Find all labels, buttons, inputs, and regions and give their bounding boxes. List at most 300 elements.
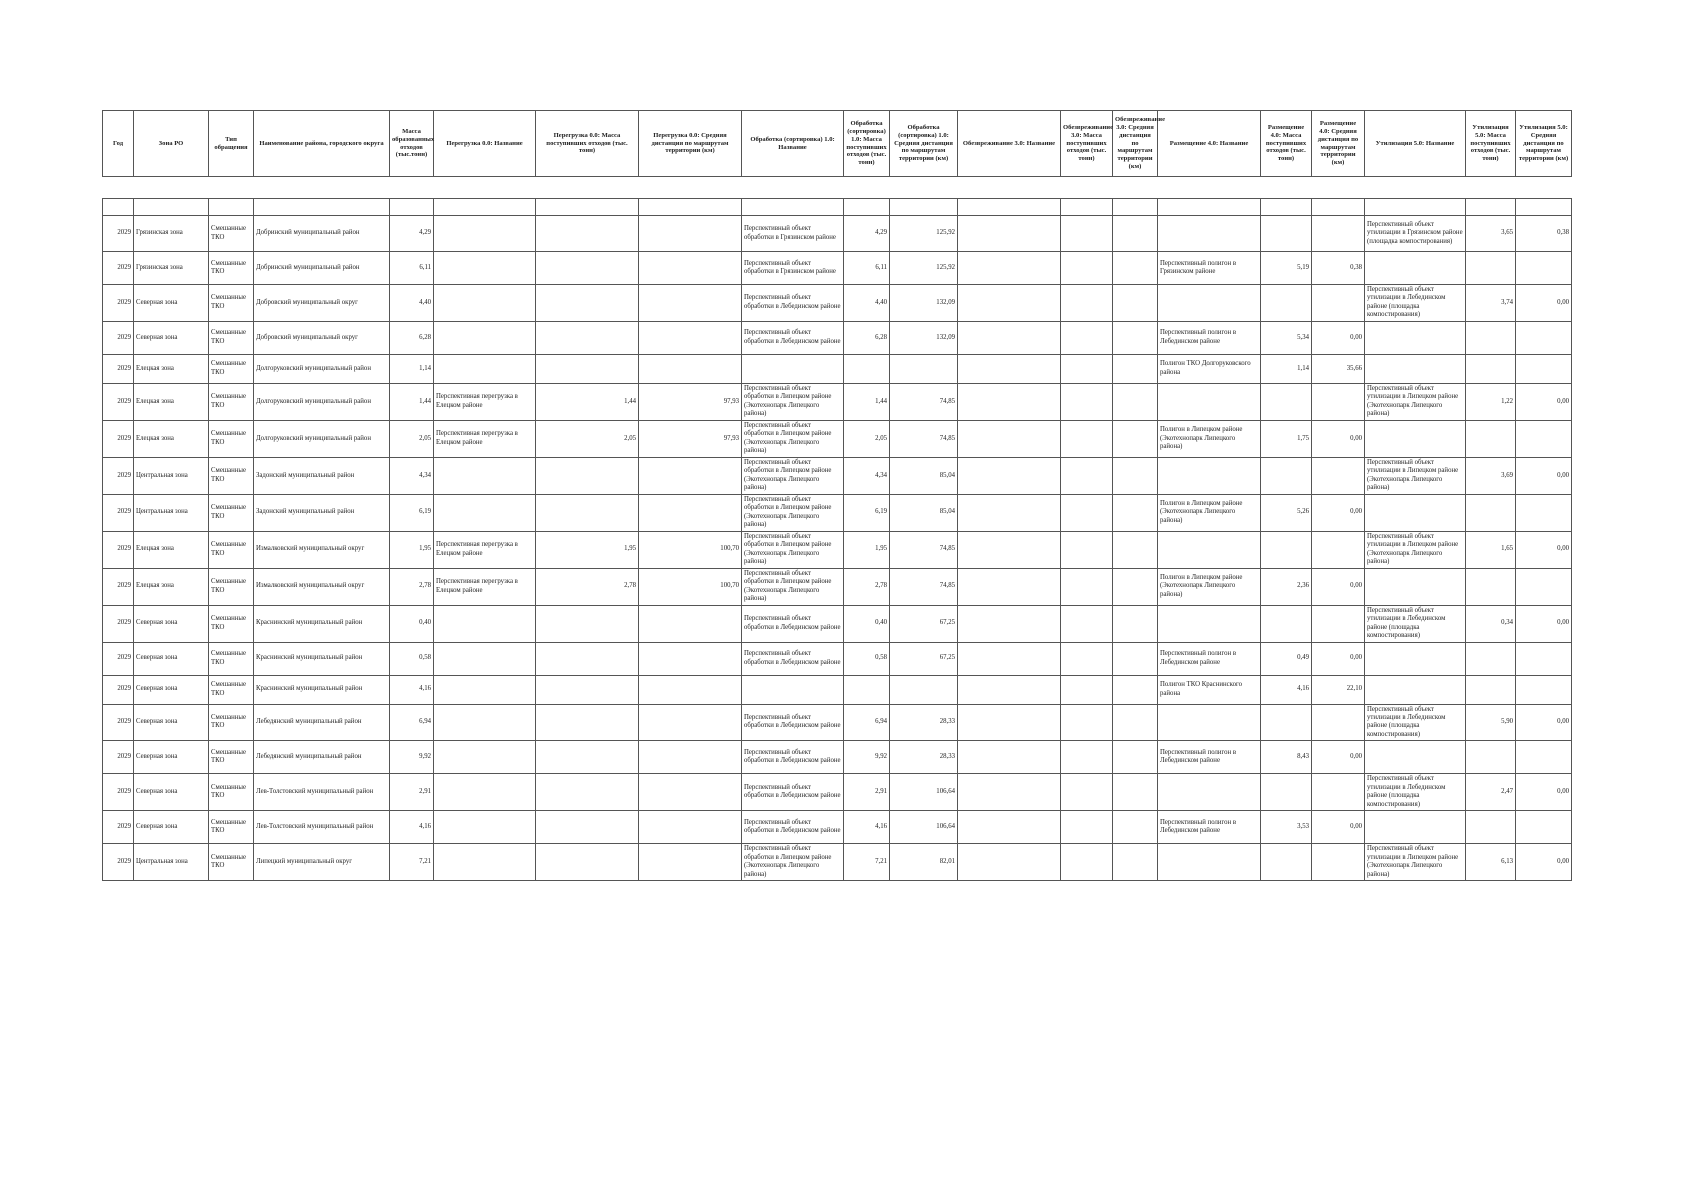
- cell-neutralization-name: [958, 741, 1061, 774]
- cell-district: Долгоруковский муниципальный район: [254, 354, 390, 383]
- cell-utilization-mass: 3,69: [1466, 457, 1516, 494]
- cell-placement-name: Полигон в Липецком районе (Экотехнопарк Липецкого района): [1158, 420, 1261, 457]
- cell-transfer-name: [434, 216, 536, 252]
- cell-district: Лебедянский муниципальный район: [254, 704, 390, 741]
- cell-year: 2029: [103, 252, 134, 285]
- cell-type: Смешанные ТКО: [209, 642, 254, 675]
- cell-placement-mass: 1,75: [1261, 420, 1312, 457]
- cell-neutralization-mass: [1061, 321, 1113, 354]
- cell-transfer-distance: [639, 252, 742, 285]
- cell-neutralization-distance: [1113, 216, 1158, 252]
- cell-mass: 4,16: [390, 811, 434, 844]
- column-header: Обработка (сортировка) 1.0: Название: [742, 111, 844, 177]
- cell-processing-mass: 4,34: [844, 457, 890, 494]
- column-header: Размещение 4.0: Название: [1158, 111, 1261, 177]
- cell-neutralization-mass: [1061, 420, 1113, 457]
- cell-neutralization-distance: [1113, 457, 1158, 494]
- cell-zone: Северная зона: [134, 285, 209, 322]
- cell-processing-name: Перспективный объект обработки в Липецком районе (Экотехнопарк Липецкого района): [742, 568, 844, 605]
- column-header: Утилизация 5.0: Название: [1365, 111, 1466, 177]
- cell-transfer-distance: [639, 704, 742, 741]
- cell-utilization-name: Перспективный объект утилизации в Липецком районе (Экотехнопарк Липецкого района): [1365, 457, 1466, 494]
- table-cell: [536, 199, 639, 216]
- cell-type: Смешанные ТКО: [209, 568, 254, 605]
- cell-utilization-name: [1365, 811, 1466, 844]
- cell-processing-mass: 2,91: [844, 774, 890, 811]
- cell-transfer-mass: [536, 354, 639, 383]
- cell-placement-distance: 22,10: [1312, 675, 1365, 704]
- cell-utilization-name: [1365, 252, 1466, 285]
- cell-mass: 6,94: [390, 704, 434, 741]
- cell-utilization-name: [1365, 321, 1466, 354]
- cell-mass: 4,34: [390, 457, 434, 494]
- table-row: [103, 675, 1572, 704]
- cell-transfer-name: [434, 354, 536, 383]
- cell-processing-mass: 6,94: [844, 704, 890, 741]
- cell-neutralization-name: [958, 216, 1061, 252]
- cell-mass: 4,16: [390, 675, 434, 704]
- cell-district: Краснинский муниципальный район: [254, 675, 390, 704]
- cell-neutralization-mass: [1061, 457, 1113, 494]
- table-cell: [209, 199, 254, 216]
- cell-neutralization-mass: [1061, 605, 1113, 642]
- cell-processing-name: Перспективный объект обработки в Лебединском районе: [742, 774, 844, 811]
- cell-processing-mass: [844, 675, 890, 704]
- cell-utilization-mass: [1466, 420, 1516, 457]
- cell-mass: 1,44: [390, 383, 434, 420]
- cell-utilization-mass: 3,74: [1466, 285, 1516, 322]
- column-header: Перегрузка 0.0: Название: [434, 111, 536, 177]
- cell-placement-name: Полигон ТКО Долгоруковского района: [1158, 354, 1261, 383]
- cell-placement-name: [1158, 531, 1261, 568]
- cell-transfer-mass: [536, 774, 639, 811]
- cell-transfer-distance: [639, 605, 742, 642]
- cell-utilization-distance: [1516, 811, 1572, 844]
- cell-type: Смешанные ТКО: [209, 704, 254, 741]
- cell-utilization-mass: 0,34: [1466, 605, 1516, 642]
- cell-zone: Северная зона: [134, 321, 209, 354]
- cell-mass: 2,05: [390, 420, 434, 457]
- cell-processing-mass: 2,78: [844, 568, 890, 605]
- table-row: [103, 642, 1572, 675]
- cell-year: 2029: [103, 844, 134, 881]
- cell-transfer-mass: 2,78: [536, 568, 639, 605]
- cell-processing-mass: 6,19: [844, 494, 890, 531]
- cell-processing-distance: 106,64: [890, 774, 958, 811]
- cell-district: Липецкий муниципальный округ: [254, 844, 390, 881]
- cell-utilization-distance: [1516, 642, 1572, 675]
- cell-processing-mass: 9,92: [844, 741, 890, 774]
- cell-placement-mass: [1261, 216, 1312, 252]
- cell-neutralization-name: [958, 252, 1061, 285]
- cell-type: Смешанные ТКО: [209, 741, 254, 774]
- column-header: Наименование района, городского округа: [254, 111, 390, 177]
- cell-neutralization-distance: [1113, 420, 1158, 457]
- cell-mass: 6,28: [390, 321, 434, 354]
- cell-placement-name: [1158, 285, 1261, 322]
- cell-year: 2029: [103, 704, 134, 741]
- cell-placement-name: Полигон ТКО Краснинского района: [1158, 675, 1261, 704]
- cell-utilization-name: [1365, 494, 1466, 531]
- cell-placement-name: Полигон в Липецком районе (Экотехнопарк Липецкого района): [1158, 494, 1261, 531]
- cell-neutralization-distance: [1113, 494, 1158, 531]
- cell-neutralization-distance: [1113, 354, 1158, 383]
- cell-mass: 1,14: [390, 354, 434, 383]
- cell-placement-name: Перспективный полигон в Лебединском районе: [1158, 811, 1261, 844]
- cell-transfer-name: [434, 321, 536, 354]
- cell-neutralization-name: [958, 494, 1061, 531]
- cell-utilization-mass: [1466, 811, 1516, 844]
- cell-neutralization-mass: [1061, 216, 1113, 252]
- cell-transfer-distance: [639, 811, 742, 844]
- cell-utilization-mass: [1466, 354, 1516, 383]
- cell-utilization-mass: 3,65: [1466, 216, 1516, 252]
- cell-neutralization-mass: [1061, 811, 1113, 844]
- table-row: [103, 321, 1572, 354]
- table-row: [103, 420, 1572, 457]
- cell-neutralization-mass: [1061, 494, 1113, 531]
- column-header: Обработка (сортировка) 1.0: Средняя дистанция по маршрутам территории (км): [890, 111, 958, 177]
- column-header: Перегрузка 0.0: Средняя дистанция по маршрутам территории (км): [639, 111, 742, 177]
- cell-transfer-mass: 1,95: [536, 531, 639, 568]
- cell-processing-mass: 1,44: [844, 383, 890, 420]
- cell-placement-mass: 4,16: [1261, 675, 1312, 704]
- cell-district: Лебедянский муниципальный район: [254, 741, 390, 774]
- cell-neutralization-name: [958, 420, 1061, 457]
- cell-placement-distance: [1312, 774, 1365, 811]
- cell-processing-name: Перспективный объект обработки в Липецком районе (Экотехнопарк Липецкого района): [742, 457, 844, 494]
- cell-district: Краснинский муниципальный район: [254, 605, 390, 642]
- cell-processing-name: Перспективный объект обработки в Липецком районе (Экотехнопарк Липецкого района): [742, 383, 844, 420]
- cell-processing-distance: 132,09: [890, 285, 958, 322]
- cell-transfer-name: [434, 457, 536, 494]
- cell-processing-distance: 85,04: [890, 494, 958, 531]
- cell-processing-name: Перспективный объект обработки в Лебединском районе: [742, 642, 844, 675]
- cell-processing-mass: 4,29: [844, 216, 890, 252]
- table-row: [103, 457, 1572, 494]
- cell-placement-mass: [1261, 457, 1312, 494]
- cell-zone: Елецкая зона: [134, 531, 209, 568]
- cell-placement-mass: 0,49: [1261, 642, 1312, 675]
- cell-transfer-name: Перспективная перегрузка в Елецком районе: [434, 568, 536, 605]
- cell-utilization-distance: 0,38: [1516, 216, 1572, 252]
- cell-processing-name: Перспективный объект обработки в Липецком районе (Экотехнопарк Липецкого района): [742, 420, 844, 457]
- cell-processing-distance: 125,92: [890, 216, 958, 252]
- cell-zone: Елецкая зона: [134, 354, 209, 383]
- cell-processing-name: Перспективный объект обработки в Грязинском районе: [742, 216, 844, 252]
- cell-zone: Елецкая зона: [134, 568, 209, 605]
- cell-placement-distance: [1312, 383, 1365, 420]
- cell-transfer-name: [434, 494, 536, 531]
- cell-neutralization-distance: [1113, 704, 1158, 741]
- table-cell: [958, 199, 1061, 216]
- table-cell: [1466, 199, 1516, 216]
- cell-placement-name: [1158, 216, 1261, 252]
- cell-neutralization-distance: [1113, 568, 1158, 605]
- cell-utilization-mass: [1466, 568, 1516, 605]
- table-row: [103, 605, 1572, 642]
- cell-neutralization-distance: [1113, 675, 1158, 704]
- cell-transfer-mass: [536, 741, 639, 774]
- cell-neutralization-distance: [1113, 605, 1158, 642]
- table-body: [103, 199, 1572, 881]
- cell-utilization-name: Перспективный объект утилизации в Липецком районе (Экотехнопарк Липецкого района): [1365, 383, 1466, 420]
- cell-district: Добровский муниципальный округ: [254, 321, 390, 354]
- cell-processing-name: [742, 354, 844, 383]
- cell-neutralization-mass: [1061, 354, 1113, 383]
- cell-utilization-name: Перспективный объект утилизации в Лебединском районе (площадка компостирования): [1365, 704, 1466, 741]
- table-cell: [1061, 199, 1113, 216]
- cell-processing-name: [742, 675, 844, 704]
- cell-placement-distance: [1312, 457, 1365, 494]
- cell-type: Смешанные ТКО: [209, 383, 254, 420]
- cell-neutralization-name: [958, 844, 1061, 881]
- cell-neutralization-mass: [1061, 741, 1113, 774]
- table-row: [103, 216, 1572, 252]
- cell-placement-name: Перспективный полигон в Лебединском районе: [1158, 321, 1261, 354]
- table-row: [103, 252, 1572, 285]
- cell-processing-name: Перспективный объект обработки в Липецком районе (Экотехнопарк Липецкого района): [742, 494, 844, 531]
- cell-transfer-distance: [639, 741, 742, 774]
- cell-utilization-name: Перспективный объект утилизации в Липецком районе (Экотехнопарк Липецкого района): [1365, 844, 1466, 881]
- cell-placement-distance: [1312, 605, 1365, 642]
- cell-transfer-name: [434, 704, 536, 741]
- cell-year: 2029: [103, 605, 134, 642]
- table-row: [103, 285, 1572, 322]
- cell-transfer-name: [434, 285, 536, 322]
- table-cell: [1261, 199, 1312, 216]
- cell-utilization-name: Перспективный объект утилизации в Лебединском районе (площадка компостирования): [1365, 285, 1466, 322]
- cell-placement-name: [1158, 457, 1261, 494]
- cell-transfer-mass: [536, 642, 639, 675]
- cell-neutralization-name: [958, 321, 1061, 354]
- cell-year: 2029: [103, 568, 134, 605]
- cell-transfer-distance: [639, 354, 742, 383]
- cell-year: 2029: [103, 420, 134, 457]
- cell-type: Смешанные ТКО: [209, 457, 254, 494]
- column-header: Зона РО: [134, 111, 209, 177]
- cell-placement-name: [1158, 605, 1261, 642]
- cell-placement-mass: 5,34: [1261, 321, 1312, 354]
- table-cell: [1312, 199, 1365, 216]
- cell-transfer-distance: [639, 642, 742, 675]
- table-cell: [1365, 199, 1466, 216]
- cell-neutralization-mass: [1061, 531, 1113, 568]
- cell-year: 2029: [103, 354, 134, 383]
- cell-utilization-distance: 0,00: [1516, 383, 1572, 420]
- cell-processing-name: Перспективный объект обработки в Лебединском районе: [742, 704, 844, 741]
- cell-neutralization-distance: [1113, 642, 1158, 675]
- cell-processing-distance: 74,85: [890, 531, 958, 568]
- cell-zone: Елецкая зона: [134, 420, 209, 457]
- cell-transfer-distance: [639, 321, 742, 354]
- cell-neutralization-mass: [1061, 774, 1113, 811]
- cell-neutralization-name: [958, 531, 1061, 568]
- cell-processing-mass: 4,16: [844, 811, 890, 844]
- cell-placement-distance: [1312, 704, 1365, 741]
- cell-utilization-name: Перспективный объект утилизации в Лебединском районе (площадка компостирования): [1365, 774, 1466, 811]
- cell-utilization-mass: 1,65: [1466, 531, 1516, 568]
- cell-neutralization-distance: [1113, 531, 1158, 568]
- table-cell: [390, 199, 434, 216]
- cell-district: Долгоруковский муниципальный район: [254, 420, 390, 457]
- cell-year: 2029: [103, 811, 134, 844]
- cell-processing-distance: 106,64: [890, 811, 958, 844]
- cell-transfer-mass: 1,44: [536, 383, 639, 420]
- cell-processing-distance: 74,85: [890, 383, 958, 420]
- cell-utilization-name: [1365, 741, 1466, 774]
- table-row: [103, 383, 1572, 420]
- cell-neutralization-name: [958, 457, 1061, 494]
- cell-utilization-name: Перспективный объект утилизации в Лебединском районе (площадка компостирования): [1365, 605, 1466, 642]
- cell-transfer-distance: 97,93: [639, 383, 742, 420]
- cell-placement-name: Перспективный полигон в Лебединском районе: [1158, 642, 1261, 675]
- cell-transfer-name: [434, 844, 536, 881]
- data-table: [102, 198, 1572, 881]
- cell-year: 2029: [103, 285, 134, 322]
- cell-transfer-mass: [536, 252, 639, 285]
- cell-placement-mass: 3,53: [1261, 811, 1312, 844]
- cell-neutralization-distance: [1113, 285, 1158, 322]
- cell-placement-distance: 0,00: [1312, 811, 1365, 844]
- cell-utilization-mass: 2,47: [1466, 774, 1516, 811]
- cell-neutralization-mass: [1061, 675, 1113, 704]
- cell-district: Добринский муниципальный район: [254, 252, 390, 285]
- cell-district: Лев-Толстовский муниципальный район: [254, 774, 390, 811]
- cell-mass: 6,11: [390, 252, 434, 285]
- cell-year: 2029: [103, 741, 134, 774]
- cell-year: 2029: [103, 383, 134, 420]
- column-header: Обезвреживание 3.0: Средняя дистанция по маршрутам территории (км): [1113, 111, 1158, 177]
- cell-mass: 4,29: [390, 216, 434, 252]
- cell-placement-name: Перспективный полигон в Грязинском районе: [1158, 252, 1261, 285]
- cell-processing-mass: 6,11: [844, 252, 890, 285]
- cell-mass: 0,40: [390, 605, 434, 642]
- cell-neutralization-distance: [1113, 741, 1158, 774]
- cell-type: Смешанные ТКО: [209, 321, 254, 354]
- cell-processing-distance: 67,25: [890, 642, 958, 675]
- cell-zone: Северная зона: [134, 811, 209, 844]
- cell-processing-distance: 82,01: [890, 844, 958, 881]
- cell-placement-name: [1158, 383, 1261, 420]
- cell-transfer-mass: [536, 844, 639, 881]
- cell-utilization-distance: [1516, 494, 1572, 531]
- cell-type: Смешанные ТКО: [209, 605, 254, 642]
- cell-processing-name: Перспективный объект обработки в Лебединском районе: [742, 605, 844, 642]
- header-row: [103, 111, 1572, 177]
- cell-utilization-distance: 0,00: [1516, 605, 1572, 642]
- cell-utilization-distance: 0,00: [1516, 774, 1572, 811]
- cell-neutralization-mass: [1061, 704, 1113, 741]
- cell-utilization-name: [1365, 642, 1466, 675]
- cell-transfer-distance: 100,70: [639, 531, 742, 568]
- cell-utilization-name: [1365, 354, 1466, 383]
- table-cell: [742, 199, 844, 216]
- table-row: [103, 774, 1572, 811]
- cell-transfer-distance: [639, 285, 742, 322]
- cell-placement-mass: [1261, 383, 1312, 420]
- table-cell: [254, 199, 390, 216]
- cell-processing-mass: 4,40: [844, 285, 890, 322]
- cell-transfer-name: [434, 675, 536, 704]
- cell-zone: Центральная зона: [134, 494, 209, 531]
- cell-type: Смешанные ТКО: [209, 811, 254, 844]
- table-row: [103, 531, 1572, 568]
- cell-type: Смешанные ТКО: [209, 531, 254, 568]
- cell-transfer-mass: [536, 457, 639, 494]
- cell-placement-distance: 0,00: [1312, 420, 1365, 457]
- cell-utilization-name: [1365, 420, 1466, 457]
- cell-processing-distance: 132,09: [890, 321, 958, 354]
- cell-placement-name: [1158, 704, 1261, 741]
- cell-processing-mass: 0,40: [844, 605, 890, 642]
- cell-placement-mass: [1261, 285, 1312, 322]
- cell-type: Смешанные ТКО: [209, 494, 254, 531]
- column-header: Обработка (сортировка) 1.0: Масса поступивших отходов (тыс. тонн): [844, 111, 890, 177]
- table-row: [103, 494, 1572, 531]
- cell-utilization-mass: 1,22: [1466, 383, 1516, 420]
- cell-placement-mass: 8,43: [1261, 741, 1312, 774]
- cell-processing-name: Перспективный объект обработки в Грязинском районе: [742, 252, 844, 285]
- cell-neutralization-name: [958, 811, 1061, 844]
- cell-transfer-name: [434, 252, 536, 285]
- cell-transfer-distance: [639, 675, 742, 704]
- cell-utilization-name: [1365, 675, 1466, 704]
- cell-utilization-mass: [1466, 675, 1516, 704]
- cell-zone: Северная зона: [134, 741, 209, 774]
- cell-type: Смешанные ТКО: [209, 285, 254, 322]
- table-cell: [434, 199, 536, 216]
- cell-mass: 9,92: [390, 741, 434, 774]
- cell-placement-mass: 5,19: [1261, 252, 1312, 285]
- cell-placement-name: [1158, 844, 1261, 881]
- cell-placement-distance: [1312, 844, 1365, 881]
- cell-processing-mass: 6,28: [844, 321, 890, 354]
- cell-transfer-distance: [639, 457, 742, 494]
- cell-processing-mass: [844, 354, 890, 383]
- cell-transfer-mass: 2,05: [536, 420, 639, 457]
- cell-placement-distance: 0,00: [1312, 642, 1365, 675]
- cell-placement-distance: 0,00: [1312, 741, 1365, 774]
- cell-processing-distance: 85,04: [890, 457, 958, 494]
- cell-processing-distance: 28,33: [890, 741, 958, 774]
- cell-neutralization-name: [958, 704, 1061, 741]
- cell-zone: Центральная зона: [134, 844, 209, 881]
- cell-zone: Грязинская зона: [134, 252, 209, 285]
- cell-zone: Северная зона: [134, 642, 209, 675]
- cell-processing-mass: 2,05: [844, 420, 890, 457]
- cell-placement-distance: 0,00: [1312, 568, 1365, 605]
- cell-processing-distance: [890, 354, 958, 383]
- cell-district: Долгоруковский муниципальный район: [254, 383, 390, 420]
- table-cell: [890, 199, 958, 216]
- cell-placement-distance: [1312, 285, 1365, 322]
- cell-district: Добринский муниципальный район: [254, 216, 390, 252]
- cell-neutralization-distance: [1113, 774, 1158, 811]
- column-header: Год: [103, 111, 134, 177]
- cell-transfer-name: Перспективная перегрузка в Елецком районе: [434, 383, 536, 420]
- cell-zone: Северная зона: [134, 774, 209, 811]
- cell-utilization-mass: 5,90: [1466, 704, 1516, 741]
- cell-type: Смешанные ТКО: [209, 216, 254, 252]
- cell-year: 2029: [103, 494, 134, 531]
- table-cell: [134, 199, 209, 216]
- cell-transfer-mass: [536, 494, 639, 531]
- cell-utilization-distance: 0,00: [1516, 844, 1572, 881]
- cell-district: Добровский муниципальный округ: [254, 285, 390, 322]
- cell-utilization-mass: [1466, 642, 1516, 675]
- cell-processing-name: Перспективный объект обработки в Лебединском районе: [742, 285, 844, 322]
